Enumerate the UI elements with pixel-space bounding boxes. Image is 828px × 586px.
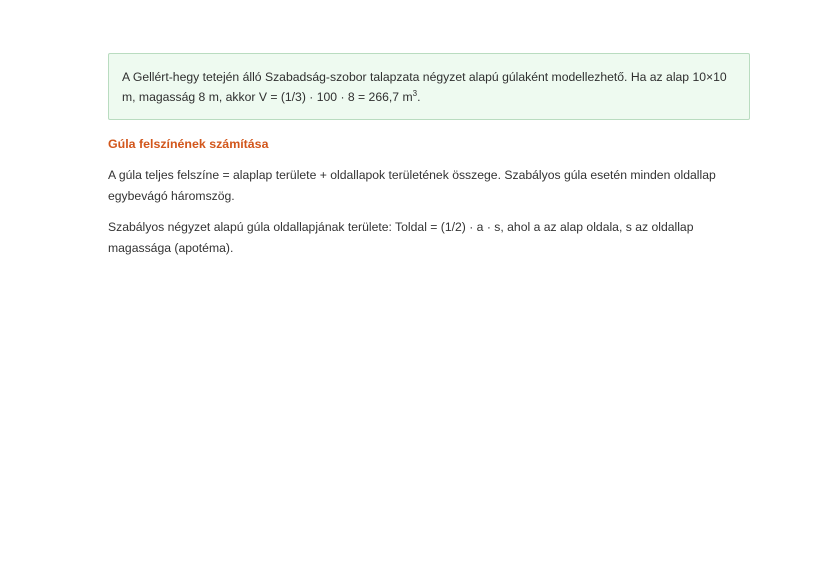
example-text: A Gellért-hegy tetején álló Szabadság-szobor talapzata négyzet alapú gúlaként modellezhető. Ha az alap 10×10 m, magasság 8 m, akkor V = (1/3) · 100 · 8 = 266,7 m [122, 70, 727, 104]
example-callout-box [108, 53, 750, 120]
paragraph-surface-area-definition: A gúla teljes felszíne = alaplap területe + oldallapok területének összege. Szabályos gúla esetén minden oldallap egybevágó háromszög. [108, 168, 716, 203]
example-period: . [417, 90, 421, 104]
section-heading: Gúla felszínének számítása [108, 137, 269, 151]
paragraph-lateral-face-area: Szabályos négyzet alapú gúla oldallapjának területe: Toldal = (1/2) · a · s, ahol a az alap oldala, s az oldallap magassága (apotéma). [108, 220, 694, 255]
cubic-exponent: 3 [412, 88, 418, 98]
